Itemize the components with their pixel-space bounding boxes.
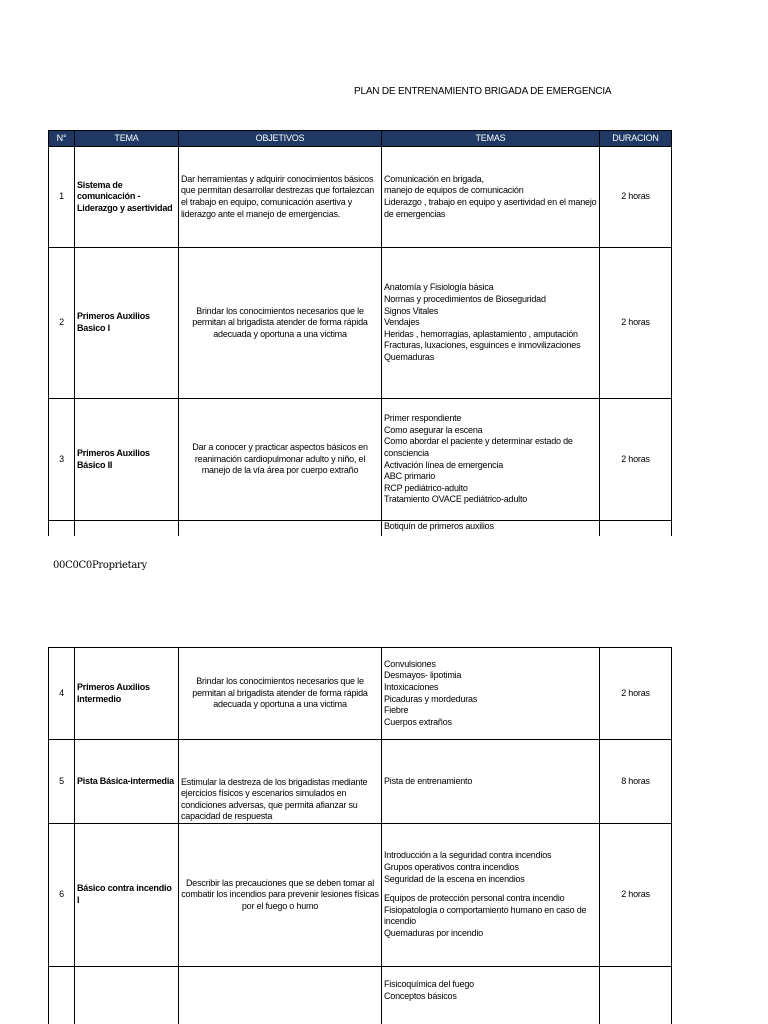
table-row	[49, 399, 672, 521]
tema-item: Intoxicaciones	[384, 681, 439, 692]
row-objetivo: Dar herramientas y adquirir conocimientos básicos que permitan desarrollar destrezas que fortalezcan el trabajo en equipo, comunicación asertiva y liderazgo ante el manejo de emergencias.	[179, 147, 382, 248]
row-tema: Primeros Auxilios Básico II	[75, 399, 179, 521]
training-table	[48, 130, 672, 536]
row-duracion: 8 horas	[600, 740, 672, 824]
row-objetivo: Estimular la destreza de los brigadistas mediante ejercicios físicos y escenarios simulados en condiciones adversas, que permita afianzar su capacidad de respuesta	[179, 740, 382, 824]
header-duracion: DURACION	[600, 131, 672, 147]
tema-item: Heridas , hemorragias, aplastamiento , amputación	[384, 328, 578, 339]
tema-item: Normas y procedimientos de Bioseguridad	[384, 294, 546, 305]
row-number: 3	[49, 399, 75, 521]
tema-item: Conceptos básicos	[384, 990, 457, 1001]
row-temas	[382, 521, 600, 537]
table-row	[49, 740, 672, 824]
tema-item: Equipos de protección personal contra incendio	[384, 893, 565, 904]
tema-item: Fisiopatología o comportamiento humano en caso de incendio	[384, 904, 587, 927]
tema-item: Picaduras y mordeduras	[384, 693, 478, 704]
table-row	[49, 648, 672, 740]
tema-item: Cuerpos extraños	[384, 716, 452, 727]
row-objetivo: Brindar los conocimientos necesarios que le permitan al brigadista atender de forma rápida adecuada y oportuna a una victima	[179, 648, 382, 740]
tema-item: Quemaduras por incendio	[384, 927, 483, 938]
tema-item: Primer respondiente	[384, 413, 462, 424]
table-page-1	[0, 130, 768, 536]
tema-item: Fisicoquímica del fuego	[384, 979, 474, 989]
row-objetivo: Brindar los conocimientos necesarios que le permitan al brigadista atender de forma rápida adecuada y oportuna a una victima	[179, 248, 382, 399]
tema-item: Liderazgo , trabajo en equipo y asertividad en el manejo de emergencias	[384, 197, 597, 219]
tema-item: Activación línea de emergencia	[384, 459, 504, 470]
header-objetivos: OBJETIVOS	[179, 131, 382, 147]
table-header-row	[49, 131, 672, 147]
row-temas	[382, 967, 600, 1024]
tema-item: Convulsiones	[384, 658, 436, 669]
row-objetivo: Describir las precauciones que se deben tomar al combatir los incendios para prevenir lesiones físicas por el fuego o humo	[179, 824, 382, 967]
tema-item: Tratamiento OVACE pediátrico-adulto	[384, 494, 528, 505]
tema-item: manejo de equipos de comunicación	[384, 185, 524, 196]
tema-item: Grupos operativos contra incendios	[384, 862, 519, 873]
row-temas	[382, 147, 600, 248]
tema-item: ABC primario	[384, 471, 436, 482]
tema-item: Botiquín de primeros auxilios	[384, 521, 494, 531]
row-tema: Primeros Auxilios Intermedio	[75, 648, 179, 740]
tema-item: Como abordar el paciente y determinar estado de consciencia	[384, 436, 573, 458]
table-row	[49, 824, 672, 967]
row-tema: Básico contra incendio I	[75, 824, 179, 967]
tema-item: Anatomía y Fisiología básica	[384, 282, 494, 293]
row-duracion: 2 horas	[600, 824, 672, 967]
row-tema: Pista Básica-intermedia	[75, 740, 179, 824]
row-number: 5	[49, 740, 75, 824]
row-temas	[382, 399, 600, 521]
row-duracion: 2 horas	[600, 248, 672, 399]
row-duracion: 2 horas	[600, 147, 672, 248]
tema-item: Signos Vitales	[384, 305, 439, 316]
table-row-continued	[49, 521, 672, 537]
tema-item: Comunicación en brigada,	[384, 173, 484, 184]
tema-item: Pista de entrenamiento	[384, 775, 473, 786]
header-tema: TEMA	[75, 131, 179, 147]
tema-item: Introducción a la seguridad contra incendios	[384, 850, 552, 861]
row-temas	[382, 740, 600, 824]
row-tema: Primeros Auxilios Basico I	[75, 248, 179, 399]
table-row	[49, 147, 672, 248]
row-temas	[382, 248, 600, 399]
table-row	[49, 967, 672, 1024]
row-duracion: 2 horas	[600, 648, 672, 740]
page-footer: 00C0C0Proprietary	[53, 560, 147, 571]
tema-item: Vendajes	[384, 317, 420, 328]
tema-item: Fiebre	[384, 705, 409, 716]
table-row	[49, 248, 672, 399]
row-objetivo: Dar a conocer y practicar aspectos básicos en reanimación cardiopulmonar adulto y niño, el manejo de la vía área por cuerpo extraño	[179, 399, 382, 521]
tema-item: Como asegurar la escena	[384, 424, 483, 435]
table-page-2	[0, 647, 768, 1024]
training-table-continued	[48, 647, 672, 1024]
row-number: 1	[49, 147, 75, 248]
document-title: PLAN DE ENTRENAMIENTO BRIGADA DE EMERGENCIA	[354, 86, 612, 97]
row-number: 4	[49, 648, 75, 740]
header-temas: TEMAS	[382, 131, 600, 147]
row-duracion: 2 horas	[600, 399, 672, 521]
tema-item: Quemaduras	[384, 351, 435, 362]
tema-item: Fracturas, luxaciones, esguinces e inmovilizaciones	[384, 340, 581, 351]
row-number: 6	[49, 824, 75, 967]
header-num: N°	[49, 131, 75, 147]
tema-item: Seguridad de la escena en incendios	[384, 873, 525, 884]
tema-item: Desmayos- lipotimia	[384, 670, 462, 681]
row-tema: Sistema de comunicación -Liderazgo y asertividad	[75, 147, 179, 248]
row-temas	[382, 824, 600, 967]
row-temas	[382, 648, 600, 740]
row-number: 2	[49, 248, 75, 399]
tema-item: RCP pediátrico-adulto	[384, 482, 468, 493]
